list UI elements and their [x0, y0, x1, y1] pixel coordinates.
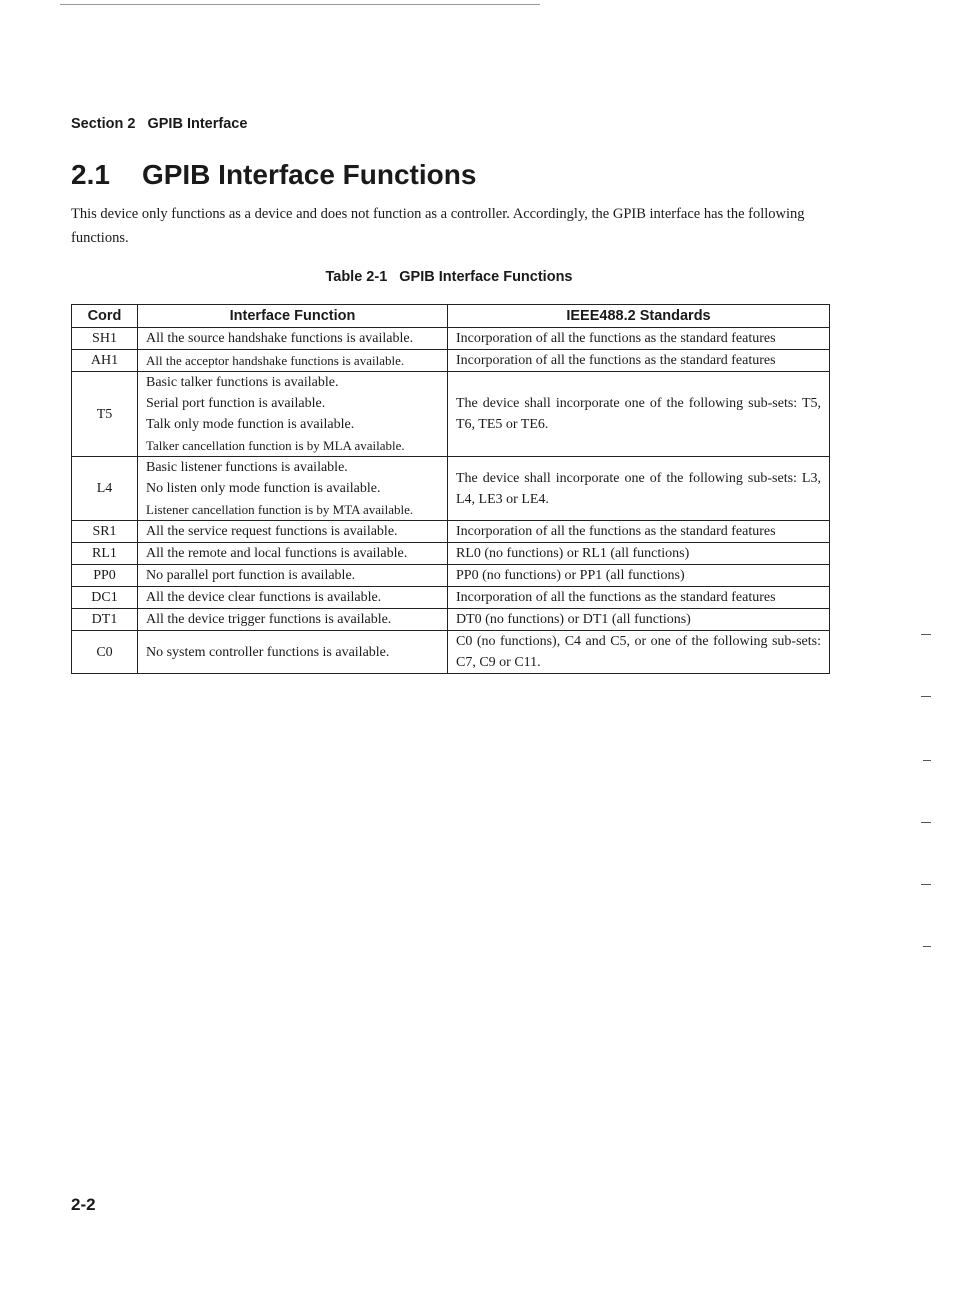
table-row [72, 587, 830, 609]
header-cord: Cord [72, 305, 138, 328]
table-row [72, 372, 830, 457]
caption-text: GPIB Interface Functions [399, 269, 573, 285]
row-standard: The device shall incorporate one of the following sub-sets: T5, T6, TE5 or TE6. [448, 372, 830, 457]
section-header [71, 116, 247, 132]
row-standard: C0 (no functions), C4 and C5, or one of the following sub-sets: C7, C9 or C11. [448, 631, 830, 674]
caption-number: Table 2-1 [325, 269, 388, 285]
edge-mark [921, 822, 931, 823]
row-code: C0 [72, 631, 138, 674]
page-title [71, 156, 476, 194]
section-name: GPIB Interface [147, 116, 248, 132]
row-function: All the source handshake functions is available. [138, 328, 448, 350]
edge-mark [921, 634, 931, 635]
row-function [138, 457, 448, 521]
function-line: No listen only mode function is available. [146, 481, 381, 496]
gpib-functions-table [71, 304, 830, 674]
row-code: RL1 [72, 543, 138, 565]
function-line: Listener cancellation function is by MTA available. [146, 502, 414, 517]
table-row [72, 328, 830, 350]
section-label: Section 2 [71, 116, 136, 132]
title-text: GPIB Interface Functions [141, 159, 477, 190]
title-number: 2.1 [71, 159, 110, 190]
function-line: Talk only mode function is available. [146, 417, 355, 432]
row-function: All the device clear functions is available. [138, 587, 448, 609]
row-standard: PP0 (no functions) or PP1 (all functions) [448, 565, 830, 587]
row-function: All the device trigger functions is available. [138, 609, 448, 631]
row-code: SH1 [72, 328, 138, 350]
table-caption [0, 269, 898, 285]
row-function [138, 372, 448, 457]
page-number: 2-2 [71, 1195, 96, 1214]
row-standard: The device shall incorporate one of the following sub-sets: L3, L4, LE3 or LE4. [448, 457, 830, 521]
function-line: Serial port function is available. [146, 396, 326, 411]
row-standard: RL0 (no functions) or RL1 (all functions) [448, 543, 830, 565]
table-row [72, 565, 830, 587]
edge-mark [921, 696, 931, 697]
edge-mark [923, 760, 931, 761]
table-row [72, 350, 830, 372]
row-standard: Incorporation of all the functions as the standard features [448, 328, 830, 350]
table-row [72, 631, 830, 674]
row-standard: Incorporation of all the functions as the standard features [448, 521, 830, 543]
row-code: L4 [72, 457, 138, 521]
row-standard: DT0 (no functions) or DT1 (all functions) [448, 609, 830, 631]
row-code: DC1 [72, 587, 138, 609]
row-code: SR1 [72, 521, 138, 543]
row-function: All the acceptor handshake functions is available. [138, 350, 448, 372]
row-function: No system controller functions is available. [138, 631, 448, 674]
edge-mark [923, 946, 931, 947]
row-function: All the remote and local functions is available. [138, 543, 448, 565]
table-row [72, 543, 830, 565]
table-header-row [72, 305, 830, 328]
edge-mark [921, 884, 931, 885]
table-row [72, 457, 830, 521]
function-line: Talker cancellation function is by MLA available. [146, 438, 405, 453]
row-code: AH1 [72, 350, 138, 372]
function-line: Basic talker functions is available. [146, 375, 339, 390]
table-row [72, 521, 830, 543]
row-function: All the service request functions is available. [138, 521, 448, 543]
table-row [72, 609, 830, 631]
row-code: DT1 [72, 609, 138, 631]
row-function: No parallel port function is available. [138, 565, 448, 587]
row-code: T5 [72, 372, 138, 457]
intro-paragraph: This device only functions as a device and does not function as a controller. Accordingly, the GPIB interface has the following functions. [71, 206, 805, 246]
top-rule [60, 4, 540, 5]
row-code: PP0 [72, 565, 138, 587]
row-standard: Incorporation of all the functions as the standard features [448, 587, 830, 609]
header-ieee-standards: IEEE488.2 Standards [448, 305, 830, 328]
row-standard: Incorporation of all the functions as the standard features [448, 350, 830, 372]
function-line: Basic listener functions is available. [146, 460, 348, 475]
header-interface-function: Interface Function [138, 305, 448, 328]
